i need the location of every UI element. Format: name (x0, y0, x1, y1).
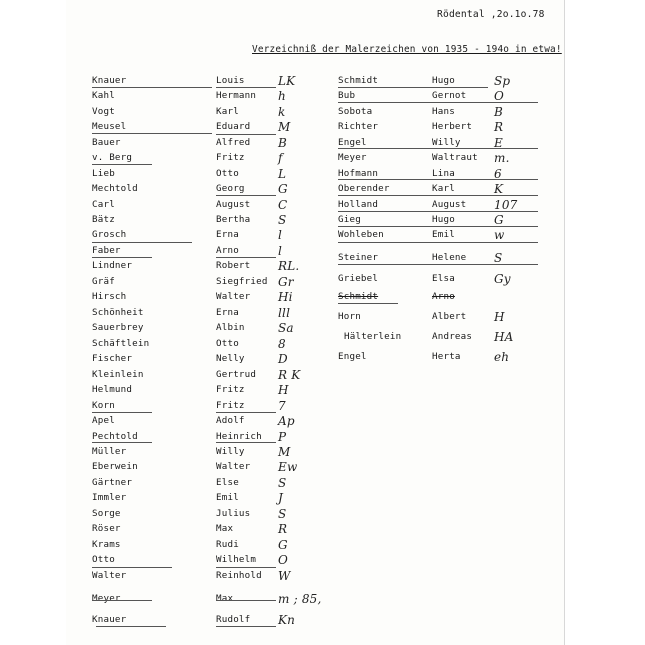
list-item (92, 89, 332, 103)
list-item (92, 352, 332, 366)
painter-first-name: Heinrich (216, 431, 262, 442)
underline-rule (338, 264, 538, 265)
underline-rule (96, 626, 166, 627)
list-item (338, 198, 578, 212)
painter-mark: M (278, 120, 291, 134)
painter-mark: W (278, 569, 291, 583)
underline-rule (338, 226, 538, 227)
painter-mark: G (278, 182, 288, 196)
painter-mark: D (278, 352, 288, 366)
painter-last-name: Vogt (92, 106, 115, 117)
painter-last-name: Lieb (92, 168, 115, 179)
painter-mark: R (278, 522, 288, 536)
painter-mark: K (494, 182, 504, 196)
underline-rule (216, 134, 276, 135)
underline-rule (338, 242, 538, 243)
painter-first-name: Erna (216, 307, 239, 318)
list-item (92, 167, 332, 181)
list-item (92, 553, 332, 567)
painter-first-name: Herbert (432, 121, 473, 132)
painter-mark: m ; 85, (278, 592, 322, 606)
document-page (66, 0, 565, 645)
list-item (92, 507, 332, 521)
list-item (92, 120, 332, 134)
painter-last-name: Eberwein (92, 461, 138, 472)
list-item (92, 414, 332, 428)
painter-first-name: Arno (432, 291, 455, 302)
painter-first-name: Walter (216, 461, 251, 472)
underline-rule (216, 257, 276, 258)
painter-first-name: Karl (432, 183, 455, 194)
painter-first-name: Georg (216, 183, 245, 194)
underline-rule (92, 133, 212, 134)
painter-mark: R (494, 120, 504, 134)
list-item (92, 399, 332, 413)
painter-first-name: Max (216, 523, 234, 534)
painter-first-name: Eduard (216, 121, 251, 132)
list-item (338, 350, 578, 364)
underline-rule (338, 179, 538, 180)
list-item (92, 476, 332, 490)
painter-first-name: Albin (216, 322, 245, 333)
painter-mark: O (278, 553, 289, 567)
painter-last-name: Horn (338, 311, 361, 322)
painter-last-name: Bub (338, 90, 356, 101)
painter-first-name: Louis (216, 75, 245, 86)
painter-last-name: Pechtold (92, 431, 138, 442)
painter-last-name: Hälterlein (344, 331, 402, 342)
painter-first-name: Else (216, 477, 239, 488)
painter-first-name: Willy (216, 446, 245, 457)
underline-rule (92, 412, 152, 413)
painter-mark: 7 (278, 399, 286, 413)
painter-mark: R K (278, 368, 301, 382)
painter-mark: S (494, 251, 503, 265)
painter-first-name: Fritz (216, 152, 245, 163)
list-item (92, 491, 332, 505)
list-item (338, 89, 578, 103)
list-item (338, 330, 578, 344)
painter-last-name: Röser (92, 523, 121, 534)
painter-mark: w (494, 228, 505, 242)
painter-mark: h (278, 89, 286, 103)
underline-rule (92, 257, 152, 258)
painter-mark: l (278, 244, 283, 258)
painter-mark: J (278, 491, 284, 505)
painter-last-name: Schönheit (92, 307, 144, 318)
painter-first-name: Julius (216, 508, 251, 519)
underline-rule (92, 600, 152, 601)
painter-mark: Gy (494, 272, 511, 286)
painter-last-name: Knauer (92, 614, 127, 625)
list-item (92, 213, 332, 227)
list-item (92, 538, 332, 552)
painter-mark: B (278, 136, 288, 150)
painter-last-name: Meyer (92, 593, 121, 604)
painter-mark: S (278, 476, 287, 490)
painter-last-name: Schmidt (338, 75, 379, 86)
underline-rule (216, 567, 276, 568)
painter-last-name: Bätz (92, 214, 115, 225)
list-item (92, 275, 332, 289)
list-item (92, 383, 332, 397)
list-item (338, 272, 578, 286)
painter-mark: P (278, 430, 287, 444)
list-item (92, 368, 332, 382)
painter-last-name: Walter (92, 570, 127, 581)
document-date: Rödental ,2o.1o.78 (437, 9, 545, 20)
list-item (92, 105, 332, 119)
list-item (92, 613, 332, 627)
list-item (92, 592, 332, 606)
list-item (92, 182, 332, 196)
painter-last-name: Kleinlein (92, 369, 144, 380)
painter-mark: l (278, 228, 283, 242)
painter-mark: S (278, 507, 287, 521)
underline-rule (216, 442, 276, 443)
painter-first-name: Otto (216, 168, 239, 179)
painter-last-name: Sorge (92, 508, 121, 519)
painter-first-name: Elsa (432, 273, 455, 284)
painter-last-name: Griebel (338, 273, 379, 284)
painter-last-name: Immler (92, 492, 127, 503)
painter-mark: 107 (494, 198, 518, 212)
list-item (92, 306, 332, 320)
painter-first-name: Erna (216, 229, 239, 240)
painter-first-name: Albert (432, 311, 467, 322)
painter-first-name: August (432, 199, 467, 210)
painter-mark: B (494, 105, 504, 119)
painter-mark: eh (494, 350, 510, 364)
painter-first-name: Nelly (216, 353, 245, 364)
painter-last-name: Apel (92, 415, 115, 426)
list-item (338, 290, 578, 304)
painter-first-name: Hans (432, 106, 455, 117)
underline-rule (216, 195, 276, 196)
list-item (92, 445, 332, 459)
painter-first-name: Andreas (432, 331, 473, 342)
painter-last-name: Müller (92, 446, 127, 457)
painter-last-name: Grosch (92, 229, 127, 240)
painter-last-name: Richter (338, 121, 379, 132)
painter-last-name: Kahl (92, 90, 115, 101)
painter-last-name: Otto (92, 554, 115, 565)
painter-last-name: Schäftlein (92, 338, 150, 349)
painter-first-name: Fritz (216, 400, 245, 411)
list-item (338, 105, 578, 119)
painter-first-name: Arno (216, 245, 239, 256)
painter-mark: 6 (494, 167, 502, 181)
painter-first-name: Fritz (216, 384, 245, 395)
painter-last-name: Meusel (92, 121, 127, 132)
list-item (338, 228, 578, 242)
painter-last-name: Wohleben (338, 229, 384, 240)
painter-mark: Sa (278, 321, 294, 335)
underline-rule (92, 242, 192, 243)
underline-rule (338, 195, 538, 196)
painter-last-name: Sobota (338, 106, 373, 117)
underline-rule (338, 148, 538, 149)
painter-first-name: Helene (432, 252, 467, 263)
painter-first-name: Alfred (216, 137, 251, 148)
painter-first-name: Siegfried (216, 276, 268, 287)
painter-mark: f (278, 151, 283, 165)
painter-last-name: Faber (92, 245, 121, 256)
painter-first-name: Bertha (216, 214, 251, 225)
painter-mark: HA (494, 330, 514, 344)
painter-mark: Hi (278, 290, 293, 304)
list-item (338, 251, 578, 265)
painter-last-name: Hirsch (92, 291, 127, 302)
list-item (338, 120, 578, 134)
painter-mark: Kn (278, 613, 296, 627)
painter-last-name: Bauer (92, 137, 121, 148)
painter-first-name: Gertrud (216, 369, 257, 380)
painter-first-name: Emil (216, 492, 239, 503)
painter-last-name: Sauerbrey (92, 322, 144, 333)
painter-mark: L (278, 167, 287, 181)
painter-mark: G (494, 213, 504, 227)
painter-last-name: Korn (92, 400, 115, 411)
painter-first-name: Herta (432, 351, 461, 362)
underline-rule (92, 567, 172, 568)
list-item (92, 244, 332, 258)
list-item (92, 228, 332, 242)
painter-last-name: Krams (92, 539, 121, 550)
painter-first-name: Walter (216, 291, 251, 302)
underline-rule (338, 102, 538, 103)
painter-first-name: Karl (216, 106, 239, 117)
painter-mark: H (494, 310, 505, 324)
painter-first-name: Emil (432, 229, 455, 240)
painter-last-name: Lindner (92, 260, 133, 271)
painter-first-name: Otto (216, 338, 239, 349)
painter-first-name: Wilhelm (216, 554, 257, 565)
painter-mark: 8 (278, 337, 286, 351)
underline-rule (338, 211, 538, 212)
painter-mark: m. (494, 151, 510, 165)
painter-last-name: v. Berg (92, 152, 133, 163)
painter-last-name: Gräf (92, 276, 115, 287)
painter-mark: E (494, 136, 503, 150)
list-item (92, 136, 332, 150)
painter-last-name: Engel (338, 351, 367, 362)
list-item (92, 74, 332, 88)
list-item (92, 290, 332, 304)
painter-first-name: Reinhold (216, 570, 262, 581)
painter-last-name: Knauer (92, 75, 127, 86)
painter-last-name: Meyer (338, 152, 367, 163)
painter-mark: C (278, 198, 288, 212)
painter-mark: Gr (278, 275, 294, 289)
painter-first-name: Gernot (432, 90, 467, 101)
painter-first-name: August (216, 199, 251, 210)
painter-first-name: Max (216, 593, 234, 604)
painter-mark: O (494, 89, 505, 103)
underline-rule (216, 626, 276, 627)
list-item (92, 460, 332, 474)
painter-mark: Sp (494, 74, 511, 88)
underline-rule (216, 412, 276, 413)
list-item (92, 569, 332, 583)
list-item (338, 151, 578, 165)
underline-rule (338, 303, 398, 304)
painter-last-name: Oberender (338, 183, 390, 194)
painter-first-name: Rudi (216, 539, 239, 550)
list-item (338, 182, 578, 196)
list-item (92, 198, 332, 212)
underline-rule (92, 442, 152, 443)
painter-mark: H (278, 383, 289, 397)
painter-mark: lll (278, 306, 291, 320)
list-item (338, 74, 578, 88)
painter-mark: Ap (278, 414, 295, 428)
list-item (338, 310, 578, 324)
painter-last-name: Gieg (338, 214, 361, 225)
underline-rule (216, 600, 276, 601)
painter-last-name: Fischer (92, 353, 133, 364)
list-item (92, 337, 332, 351)
underline-rule (92, 164, 152, 165)
painter-mark: RL. (278, 259, 300, 273)
painter-mark: S (278, 213, 287, 227)
painter-last-name: Engel (338, 137, 367, 148)
painter-first-name: Rudolf (216, 614, 251, 625)
painter-last-name: Holland (338, 199, 379, 210)
painter-first-name: Adolf (216, 415, 245, 426)
painter-last-name: Hofmann (338, 168, 379, 179)
painter-last-name: Helmund (92, 384, 133, 395)
painter-mark: G (278, 538, 288, 552)
painter-first-name: Hugo (432, 75, 455, 86)
list-item (92, 151, 332, 165)
painter-first-name: Lina (432, 168, 455, 179)
painter-mark: k (278, 105, 286, 119)
painter-last-name: Gärtner (92, 477, 133, 488)
underline-rule (338, 87, 488, 88)
list-item (92, 259, 332, 273)
painter-first-name: Willy (432, 137, 461, 148)
painter-first-name: Waltraut (432, 152, 478, 163)
painter-first-name: Hermann (216, 90, 257, 101)
painter-last-name: Carl (92, 199, 115, 210)
painter-last-name: Steiner (338, 252, 379, 263)
list-item (338, 213, 578, 227)
painter-mark: M (278, 445, 291, 459)
list-item (92, 321, 332, 335)
document-title: Verzeichniß der Malerzeichen von 1935 - 194o in etwa! (252, 44, 562, 55)
underline-rule (92, 87, 212, 88)
painter-first-name: Hugo (432, 214, 455, 225)
painter-last-name: Schmidt (338, 291, 379, 302)
painter-mark: LK (278, 74, 296, 88)
underline-rule (216, 87, 276, 88)
painter-last-name: Mechtold (92, 183, 138, 194)
list-item (92, 522, 332, 536)
painter-first-name: Robert (216, 260, 251, 271)
painter-mark: Ew (278, 460, 298, 474)
